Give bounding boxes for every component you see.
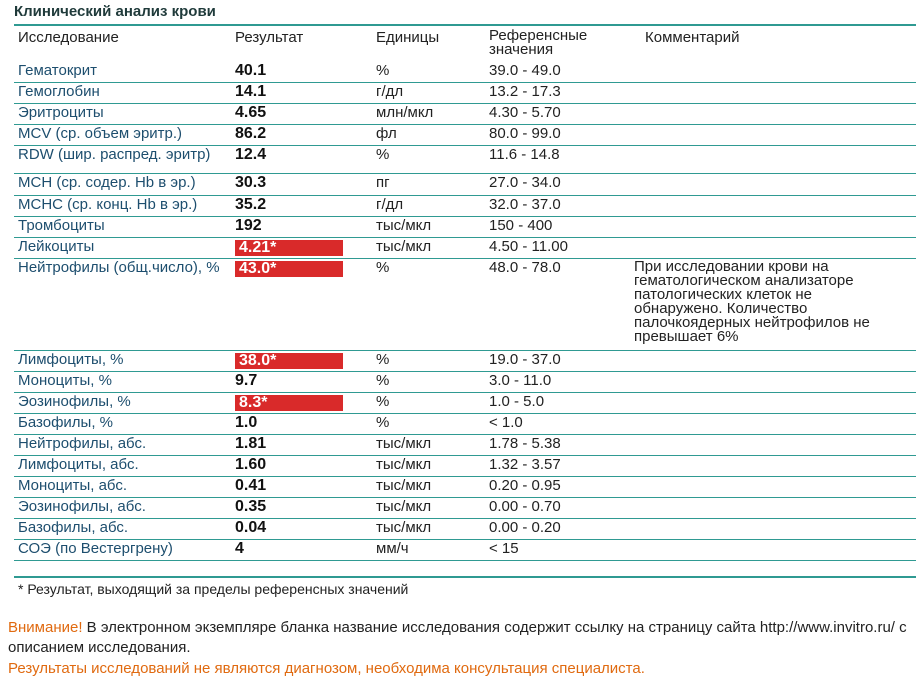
test-name: Гематокрит (18, 62, 97, 79)
unit: % (376, 62, 390, 79)
unit: мм/ч (376, 540, 409, 557)
test-name: Базофилы, абс. (18, 519, 129, 536)
table-row (14, 477, 916, 498)
unit: фл (376, 125, 397, 142)
reference-range: 1.78 - 5.38 (489, 435, 561, 452)
reference-range: 27.0 - 34.0 (489, 174, 561, 191)
reference-range: 4.30 - 5.70 (489, 104, 561, 121)
test-name: Лейкоциты (18, 238, 95, 255)
test-name: Эозинофилы, % (18, 393, 131, 410)
test-name: Базофилы, % (18, 414, 113, 431)
reference-range: 3.0 - 11.0 (489, 372, 552, 389)
unit: % (376, 393, 390, 410)
header-name: Исследование (18, 29, 119, 46)
reference-range: 32.0 - 37.0 (489, 196, 561, 213)
table-row (14, 146, 916, 174)
result-value: 30.3 (235, 174, 267, 191)
result-value: 1.81 (235, 435, 267, 452)
test-name: СОЭ (по Вестергрену) (18, 540, 173, 557)
unit: % (376, 146, 390, 163)
unit: тыс/мкл (376, 519, 432, 536)
table-row (14, 540, 916, 561)
header-reference (489, 29, 587, 57)
report-title: Клинический анализ крови (14, 3, 216, 20)
unit: тыс/мкл (376, 435, 432, 452)
test-name: MCH (ср. содер. Hb в эр.) (18, 174, 196, 191)
unit: % (376, 372, 390, 389)
header-units: Единицы (376, 29, 440, 46)
result-value-flagged: 38.0* (235, 353, 343, 369)
reference-range: 39.0 - 49.0 (489, 62, 561, 79)
reference-range: 11.6 - 14.8 (489, 146, 560, 163)
disclaimer: Результаты исследований не являются диагнозом, необходима консультация специалиста. (8, 660, 645, 677)
test-name: Эритроциты (18, 104, 104, 121)
reference-range: 0.00 - 0.70 (489, 498, 561, 515)
header-reference-line2: значения (489, 41, 554, 58)
header-top-rule (14, 24, 916, 26)
unit: тыс/мкл (376, 498, 432, 515)
result-value-flagged: 4.21* (235, 240, 343, 256)
header-result: Результат (235, 29, 304, 46)
result-value: 12.4 (235, 146, 267, 163)
unit: тыс/мкл (376, 238, 432, 255)
unit: % (376, 351, 390, 368)
result-value: 4 (235, 540, 244, 557)
unit: пг (376, 174, 390, 191)
table-row (14, 196, 916, 217)
test-name: Моноциты, абс. (18, 477, 128, 494)
test-name: Лимфоциты, % (18, 351, 124, 368)
warning-note (8, 618, 913, 658)
result-value: 4.65 (235, 104, 267, 121)
test-name: Нейтрофилы, абс. (18, 435, 147, 452)
reference-range: 4.50 - 11.00 (489, 238, 568, 255)
table-row (14, 351, 916, 372)
result-value: 0.41 (235, 477, 267, 494)
table-row (14, 519, 916, 540)
result-value: 1.0 (235, 414, 258, 431)
test-name: Тромбоциты (18, 217, 105, 234)
table-row (14, 83, 916, 104)
reference-range: 0.00 - 0.20 (489, 519, 561, 536)
test-name: Нейтрофилы (общ.число), % (18, 259, 220, 276)
table-row (14, 259, 916, 351)
reference-range: 150 - 400 (489, 217, 553, 234)
table-row (14, 372, 916, 393)
warning-text: В электронном экземпляре бланка название исследования содержит ссылку на страницу сайта http://www.invitro.ru/ с описанием исследования. (8, 619, 907, 656)
table-row (14, 125, 916, 146)
table-row (14, 217, 916, 238)
unit: млн/мкл (376, 104, 434, 121)
table-row (14, 238, 916, 259)
table-bottom-rule (14, 576, 916, 578)
result-value: 35.2 (235, 196, 267, 213)
result-value: 86.2 (235, 125, 267, 142)
test-name: Лимфоциты, абс. (18, 456, 139, 473)
unit: тыс/мкл (376, 456, 432, 473)
result-value: 1.60 (235, 456, 267, 473)
reference-range: < 15 (489, 540, 519, 557)
test-name: Эозинофилы, абс. (18, 498, 146, 515)
unit: г/дл (376, 83, 404, 100)
reference-range: 1.0 - 5.0 (489, 393, 545, 410)
test-name: Гемоглобин (18, 83, 100, 100)
test-name: Моноциты, % (18, 372, 112, 389)
test-name: MCHC (ср. конц. Hb в эр.) (18, 196, 198, 213)
unit: г/дл (376, 196, 404, 213)
header-comment: Комментарий (645, 29, 740, 46)
table-row (14, 414, 916, 435)
reference-range: < 1.0 (489, 414, 523, 431)
table-row (14, 435, 916, 456)
reference-range: 80.0 - 99.0 (489, 125, 561, 142)
table-row (14, 393, 916, 414)
table-row (14, 62, 916, 83)
footnote: * Результат, выходящий за пределы референсных значений (18, 581, 409, 597)
reference-range: 0.20 - 0.95 (489, 477, 561, 494)
result-value: 0.04 (235, 519, 267, 536)
result-value: 0.35 (235, 498, 267, 515)
comment: При исследовании крови на гематологическом анализаторе патологических клеток не обнаружено. Количество палочкоядерных нейтрофилов не превышает 6% (634, 258, 870, 345)
unit: % (376, 259, 390, 276)
test-name: RDW (шир. распред. эритр) (18, 146, 211, 163)
reference-range: 19.0 - 37.0 (489, 351, 561, 368)
unit: % (376, 414, 390, 431)
unit: тыс/мкл (376, 477, 432, 494)
result-value: 14.1 (235, 83, 267, 100)
result-value: 40.1 (235, 62, 267, 79)
table-row (14, 104, 916, 125)
warning-label: Внимание! (8, 619, 83, 636)
header-reference-line1: Референсные (489, 27, 588, 44)
result-value: 9.7 (235, 372, 258, 389)
table-row (14, 498, 916, 519)
unit: тыс/мкл (376, 217, 432, 234)
result-value-flagged: 43.0* (235, 261, 343, 277)
result-value: 192 (235, 217, 262, 234)
reference-range: 48.0 - 78.0 (489, 259, 561, 276)
reference-range: 13.2 - 17.3 (489, 83, 561, 100)
reference-range: 1.32 - 3.57 (489, 456, 561, 473)
table-row (14, 456, 916, 477)
result-value-flagged: 8.3* (235, 395, 343, 411)
test-name: MCV (ср. объем эритр.) (18, 125, 183, 142)
table-row (14, 174, 916, 196)
